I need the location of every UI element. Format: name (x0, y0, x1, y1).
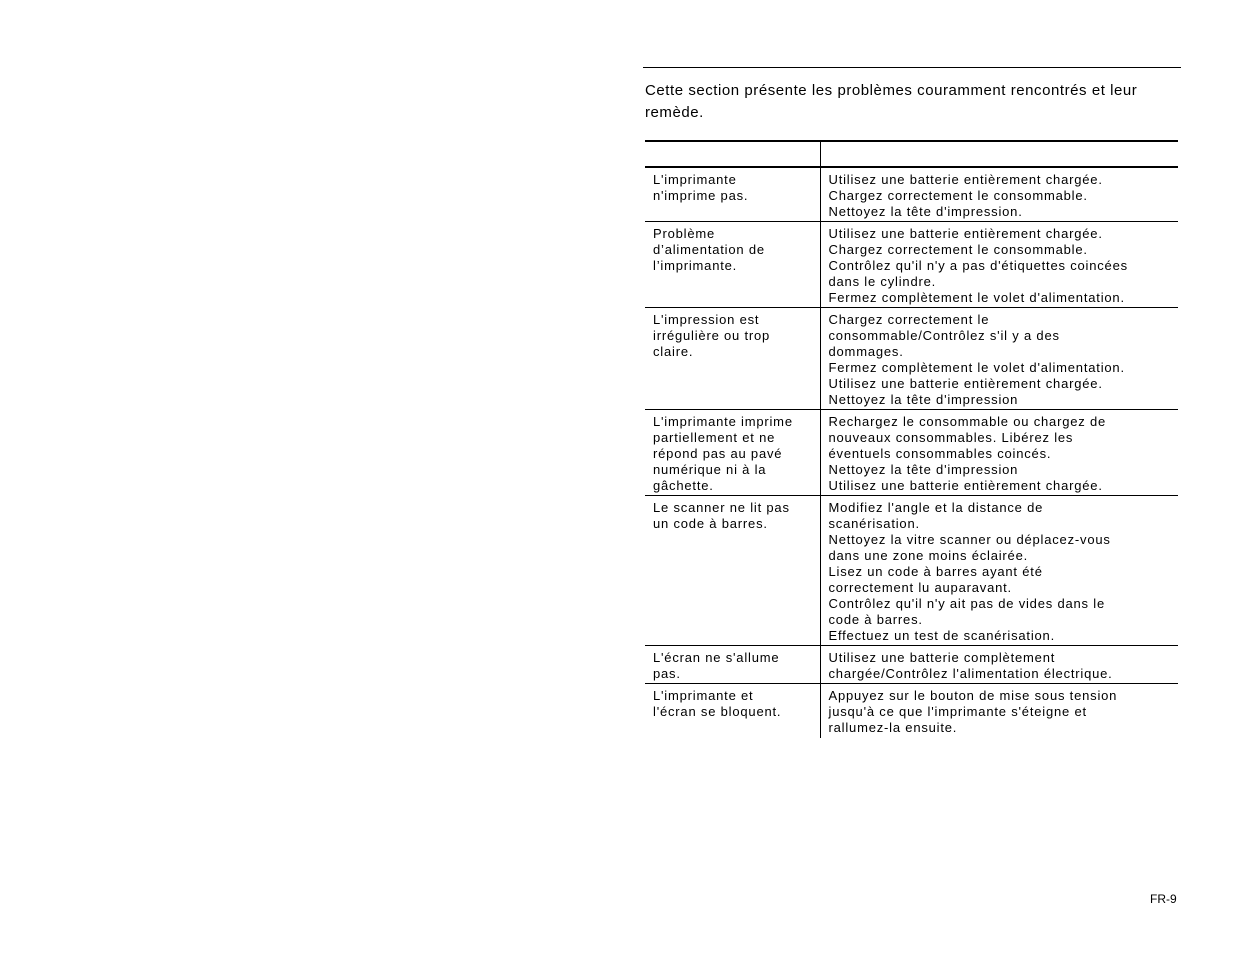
solution-cell: Rechargez le consommable ou chargez de nouveaux consommables. Libérez les éventuels consommables coincés. Nettoyez la tête d'impression Utilisez une batterie entièrement chargée. (820, 410, 1178, 496)
page-number: FR-9 (1150, 892, 1177, 906)
problem-cell: L'écran ne s'allume pas. (645, 646, 820, 684)
problem-cell: L'imprimante n'imprime pas. (645, 167, 820, 222)
table-row (645, 410, 1178, 496)
solution-cell: Utilisez une batterie entièrement chargée. Chargez correctement le consommable. Nettoyez la tête d'impression. (820, 167, 1178, 222)
problem-cell: Problème d’alimentation de l’imprimante. (645, 222, 820, 308)
table-row (645, 222, 1178, 308)
problem-cell: Le scanner ne lit pas un code à barres. (645, 496, 820, 646)
solution-cell: Appuyez sur le bouton de mise sous tension jusqu'à ce que l'imprimante s'éteigne et rallumez-la ensuite. (828, 688, 1118, 735)
troubleshooting-table (645, 140, 1178, 738)
table-header-row (645, 141, 1178, 167)
intro-text: Cette section présente les problèmes couramment rencontrés et leur remède. (645, 82, 1138, 121)
table-row (645, 646, 1178, 684)
problem-cell: L'impression est irrégulière ou trop claire. (645, 308, 820, 410)
top-rule (643, 67, 1181, 68)
table-row (645, 308, 1178, 410)
problem-cell: L'imprimante et l'écran se bloquent. (645, 684, 820, 739)
solution-cell: Utilisez une batterie complètement chargée/Contrôlez l'alimentation électrique. (820, 646, 1178, 684)
problem-cell: L'imprimante imprime partiellement et ne répond pas au pavé numérique ni à la gâchette. (645, 410, 820, 496)
solution-cell: Chargez correctement le consommable/Contrôlez s'il y a des dommages. Fermez complètement le volet d'alimentation. Utilisez une batterie entièrement chargée. Nettoyez la tête d'impression (820, 308, 1178, 410)
solution-cell: Modifiez l'angle et la distance de scanérisation. Nettoyez la vitre scanner ou déplacez-vous dans une zone moins éclairée. Lisez un code à barres ayant été correctement lu auparavant. Contrôlez qu'il n'y ait pas de vides dans le code à barres. Effectuez un test de scanérisation. (820, 496, 1178, 646)
header-solution (820, 141, 1178, 167)
table-row (645, 167, 1178, 222)
header-problem (645, 141, 820, 167)
solution-cell: Utilisez une batterie entièrement chargée. Chargez correctement le consommable. Contrôlez qu'il n'y a pas d'étiquettes coincées dans le cylindre. Fermez complètement le volet d'alimentation. (820, 222, 1178, 308)
table-row (645, 684, 1178, 739)
table-row (645, 496, 1178, 646)
